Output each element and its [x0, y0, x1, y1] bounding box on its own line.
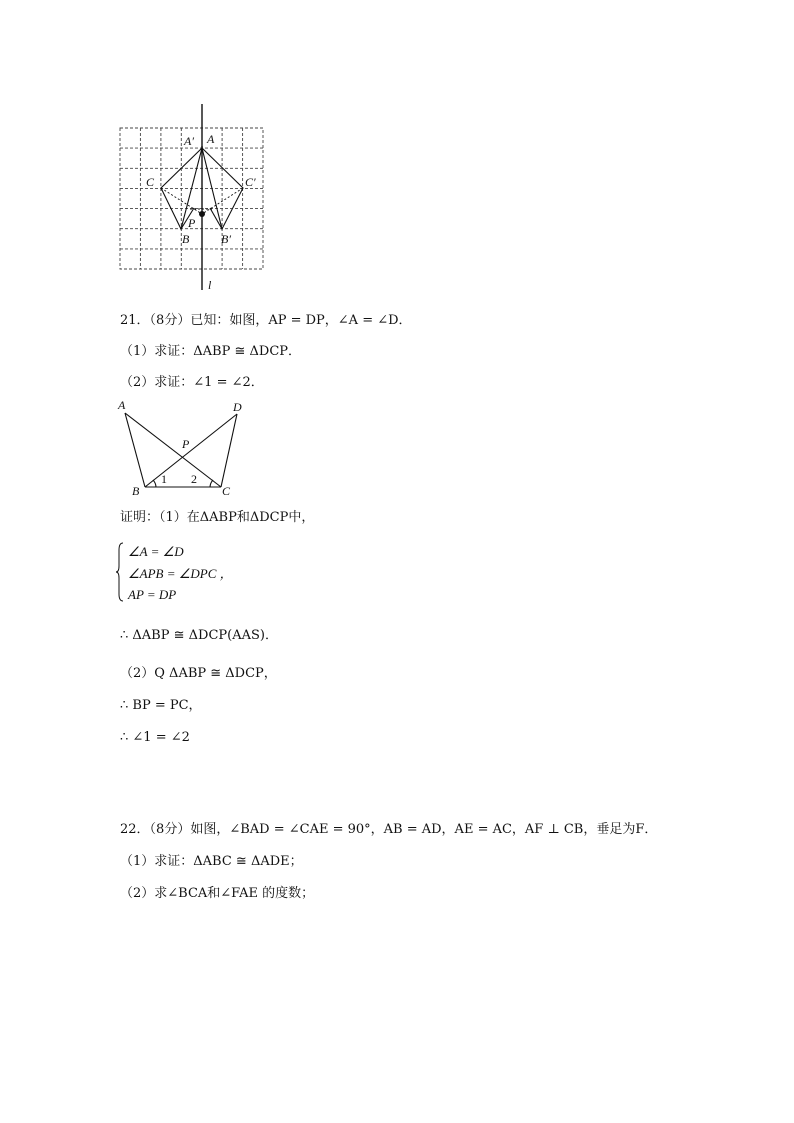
label-p: P	[182, 437, 190, 451]
q22-stem: 22．（8分）如图，∠BAD = ∠CAE = 90°，AB = AD，AE = AC，AF ⊥ CB，垂足为F．	[120, 822, 658, 837]
label-a-prime: A′	[184, 134, 194, 148]
condition-2: ∠APB = ∠DPC ，	[128, 566, 233, 581]
label-c: C	[146, 175, 155, 189]
solution-intro: 证明：（1）在ΔABP和ΔDCP中，	[120, 510, 315, 525]
label-d: D	[233, 400, 242, 414]
part2-given: （2）Q ΔABP ≅ ΔDCP，	[120, 666, 277, 681]
q21-part2: （2）求证：∠1 = ∠2．	[120, 375, 264, 390]
condition-3: AP = DP	[128, 587, 177, 602]
label-2: 2	[191, 472, 197, 486]
label-b: B	[182, 232, 190, 246]
q21-stem: 21．（8分）已知：如图，AP = DP，∠A = ∠D．	[120, 313, 412, 328]
q22-part2: （2）求∠BCA和∠FAE 的度数；	[120, 886, 315, 901]
label-a: A	[118, 398, 126, 412]
part2-step: ∴ BP = PC，	[120, 698, 202, 713]
dashed-grid	[120, 128, 263, 269]
label-a: A	[207, 132, 215, 146]
reflection-grid-figure	[110, 100, 280, 295]
system-brace	[116, 542, 124, 602]
label-p: P	[188, 216, 196, 230]
triangle-figure	[110, 395, 260, 500]
label-b: B	[132, 484, 140, 498]
part2-conclusion: ∴ ∠1 = ∠2	[120, 730, 190, 745]
label-c: C	[222, 484, 231, 498]
conclusion-1: ∴ ΔABP ≅ ΔDCP(AAS)．	[120, 628, 278, 643]
q22-part1: （1）求证：ΔABC ≅ ΔADE；	[120, 854, 303, 869]
label-b-prime: B′	[221, 232, 231, 246]
label-l: l	[208, 278, 212, 292]
q21-part1: （1）求证：ΔABP ≅ ΔDCP．	[120, 344, 302, 359]
condition-1: ∠A = ∠D	[128, 544, 184, 559]
point-p	[199, 211, 205, 217]
label-1: 1	[161, 472, 167, 486]
label-c-prime: C′	[245, 175, 256, 189]
